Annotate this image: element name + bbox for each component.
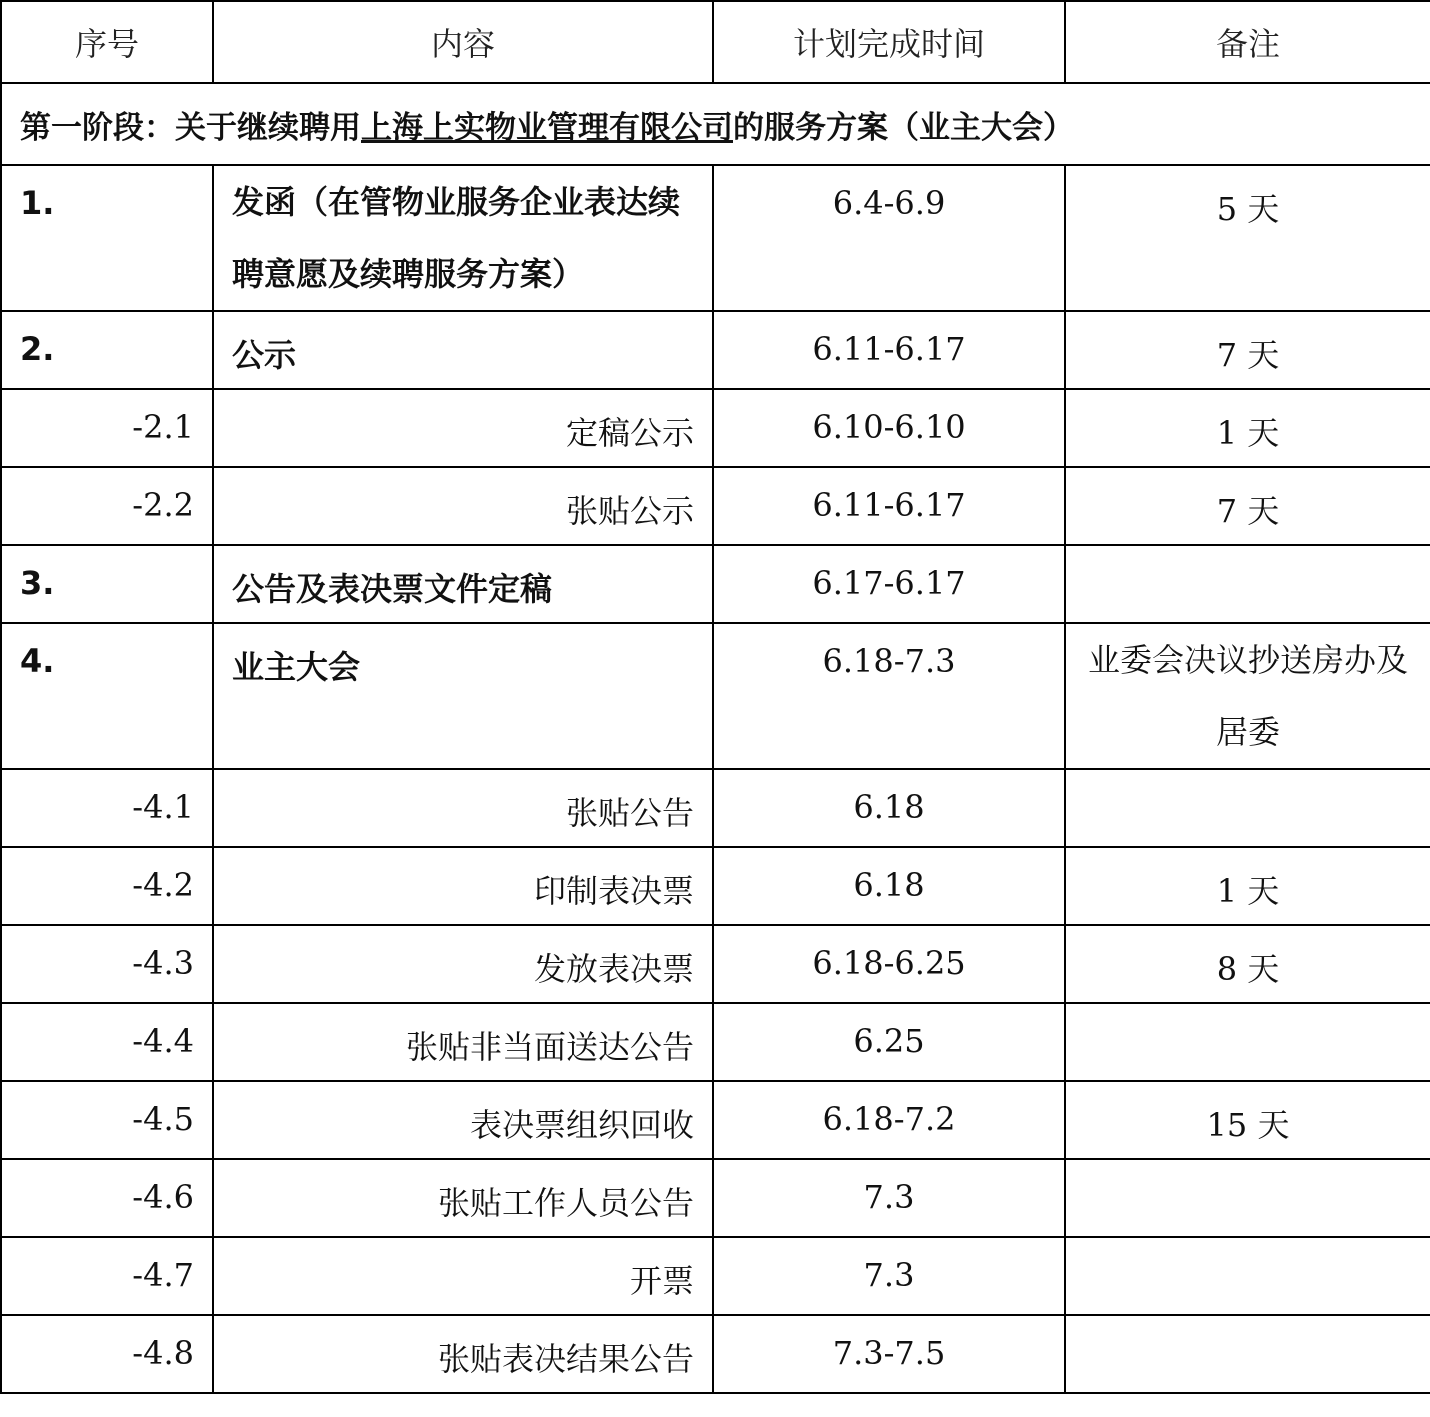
stage-company: 上海上实物业管理有限公司	[361, 109, 733, 146]
row-time: 6.18-7.3	[713, 623, 1065, 769]
table-row	[1, 1237, 1430, 1315]
row-content: 张贴公示	[213, 467, 713, 545]
table-row	[1, 1159, 1430, 1237]
stage-prefix: 第一阶段：关于继续聘用	[20, 109, 361, 146]
row-note	[1065, 1315, 1430, 1393]
stage-suffix: 的服务方案（业主大会）	[733, 109, 1074, 146]
row-time: 6.18	[713, 769, 1065, 847]
row-time: 6.25	[713, 1003, 1065, 1081]
table-row	[1, 467, 1430, 545]
row-no: -4.6	[1, 1159, 213, 1237]
table-row	[1, 623, 1430, 769]
row-time: 6.11-6.17	[713, 311, 1065, 389]
row-note: 业委会决议抄送房办及居委	[1065, 623, 1430, 769]
row-content: 张贴非当面送达公告	[213, 1003, 713, 1081]
row-note: 8 天	[1065, 925, 1430, 1003]
row-content: 定稿公示	[213, 389, 713, 467]
row-time: 6.18	[713, 847, 1065, 925]
row-no: -4.4	[1, 1003, 213, 1081]
header-note: 备注	[1065, 1, 1430, 83]
row-content: 开票	[213, 1237, 713, 1315]
header-time: 计划完成时间	[713, 1, 1065, 83]
row-no: -2.2	[1, 467, 213, 545]
row-time: 6.17-6.17	[713, 545, 1065, 623]
row-content: 业主大会	[213, 623, 713, 769]
row-content: 表决票组织回收	[213, 1081, 713, 1159]
row-time: 7.3	[713, 1159, 1065, 1237]
table-row	[1, 847, 1430, 925]
row-note: 15 天	[1065, 1081, 1430, 1159]
row-no: 3.	[1, 545, 213, 623]
row-content: 张贴工作人员公告	[213, 1159, 713, 1237]
row-time: 7.3	[713, 1237, 1065, 1315]
stage-title	[1, 83, 1430, 165]
table-row	[1, 1003, 1430, 1081]
table-row	[1, 165, 1430, 311]
row-content: 公示	[213, 311, 713, 389]
row-content: 张贴公告	[213, 769, 713, 847]
row-no: -4.7	[1, 1237, 213, 1315]
stage-row	[1, 83, 1430, 165]
table-row	[1, 545, 1430, 623]
row-no: 1.	[1, 165, 213, 311]
row-note	[1065, 769, 1430, 847]
row-content: 张贴表决结果公告	[213, 1315, 713, 1393]
row-content: 发放表决票	[213, 925, 713, 1003]
row-time: 6.10-6.10	[713, 389, 1065, 467]
table-row	[1, 1081, 1430, 1159]
row-content: 发函（在管物业服务企业表达续聘意愿及续聘服务方案）	[213, 165, 713, 311]
header-no: 序号	[1, 1, 213, 83]
row-no: -4.2	[1, 847, 213, 925]
row-no: -4.8	[1, 1315, 213, 1393]
row-note	[1065, 545, 1430, 623]
row-time: 6.18-7.2	[713, 1081, 1065, 1159]
row-time: 6.11-6.17	[713, 467, 1065, 545]
table-row	[1, 311, 1430, 389]
row-note	[1065, 1237, 1430, 1315]
row-no: 2.	[1, 311, 213, 389]
row-note	[1065, 1003, 1430, 1081]
row-note: 5 天	[1065, 165, 1430, 311]
row-no: -4.3	[1, 925, 213, 1003]
row-no: -2.1	[1, 389, 213, 467]
row-note: 7 天	[1065, 311, 1430, 389]
row-no: -4.5	[1, 1081, 213, 1159]
row-time: 7.3-7.5	[713, 1315, 1065, 1393]
row-no: 4.	[1, 623, 213, 769]
row-note: 1 天	[1065, 389, 1430, 467]
header-content: 内容	[213, 1, 713, 83]
table-row	[1, 925, 1430, 1003]
table-row	[1, 1315, 1430, 1393]
table-row	[1, 389, 1430, 467]
row-note: 7 天	[1065, 467, 1430, 545]
row-content: 公告及表决票文件定稿	[213, 545, 713, 623]
row-note: 1 天	[1065, 847, 1430, 925]
row-note	[1065, 1159, 1430, 1237]
table-row	[1, 769, 1430, 847]
row-time: 6.18-6.25	[713, 925, 1065, 1003]
row-content: 印制表决票	[213, 847, 713, 925]
row-no: -4.1	[1, 769, 213, 847]
table-header-row	[1, 1, 1430, 83]
row-time: 6.4-6.9	[713, 165, 1065, 311]
